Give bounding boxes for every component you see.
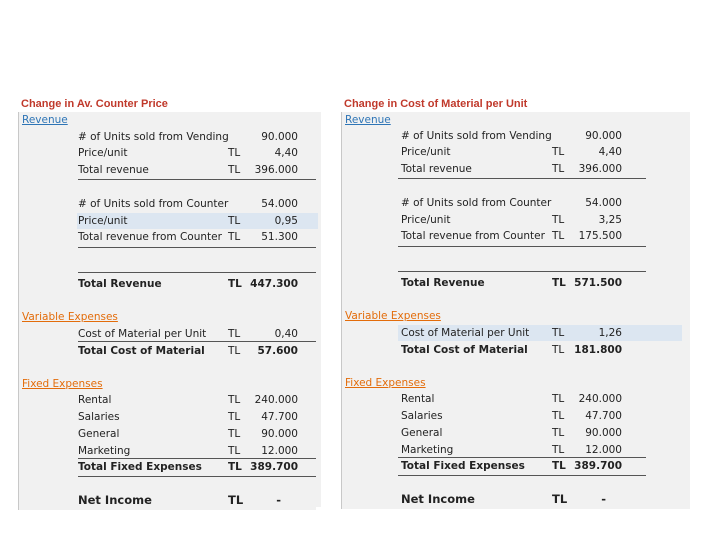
panel-title: Change in Cost of Material per Unit [344,98,528,110]
rental-row [19,392,321,408]
row-amount: 47.700 [261,411,298,423]
divider [78,476,316,477]
row-currency: TL [228,215,241,227]
net-income-row [342,491,690,507]
row-label: Salaries [401,410,443,422]
divider [78,272,316,273]
row-amount: 396.000 [254,164,298,176]
row-amount: 3,25 [598,214,622,226]
fixed-expenses-section-header: Fixed Expenses [345,377,426,389]
divider [398,178,646,179]
total-revenue-counter-row [342,228,690,244]
row-label: Marketing [401,444,454,456]
row-currency: TL [552,146,565,158]
fixed-expenses-section-header: Fixed Expenses [22,378,103,390]
marketing-row [342,442,690,458]
row-amount: 240.000 [578,393,622,405]
marketing-row [19,443,321,459]
divider [78,341,316,342]
row-amount: 90.000 [585,130,622,142]
divider [78,179,316,180]
income-statement-sheet [18,112,321,510]
row-amount: 389.700 [250,461,298,473]
row-label: General [78,428,120,440]
general-row [342,425,690,441]
revenue-section-header: Revenue [22,114,68,126]
revenue-section-header: Revenue [345,114,391,126]
row-currency: TL [228,278,242,290]
row-currency: TL [228,345,241,357]
row-currency: TL [228,147,241,159]
row-amount: 12.000 [585,444,622,456]
row-currency: TL [228,411,241,423]
total-fixed-expenses-row [342,458,690,474]
row-label: Total revenue from Counter [78,231,222,243]
row-amount: 90.000 [261,428,298,440]
row-amount: 57.600 [257,345,298,357]
row-amount: 175.500 [578,230,622,242]
row-amount: 90.000 [261,131,298,143]
row-currency: TL [228,394,241,406]
row-label: Total Cost of Material [78,345,205,357]
row-currency: TL [552,427,565,439]
row-label: Salaries [78,411,120,423]
total-cost-material-row [342,342,690,358]
row-amount: 12.000 [261,445,298,457]
row-label: Total Revenue [401,277,485,289]
row-currency: TL [552,492,568,506]
general-row [19,426,321,442]
row-currency: TL [228,231,241,243]
divider [398,475,646,476]
row-amount: 571.500 [574,277,622,289]
units-counter-row [342,195,690,211]
row-label: Total revenue [78,164,149,176]
row-amount: 447.300 [250,278,298,290]
row-label: Rental [401,393,435,405]
row-currency: TL [228,461,242,473]
price-unit-counter-row [342,212,690,228]
row-label: # of Units sold from Counter [401,197,552,209]
row-amount: 181.800 [574,344,622,356]
total-revenue-counter-row [19,229,321,245]
net-income-row [19,492,321,508]
divider [398,246,646,247]
row-label: Price/unit [78,215,128,227]
total-revenue-vending-row [19,162,321,178]
row-label: Total revenue [401,163,472,175]
sheet-corner [316,507,322,511]
units-counter-row [19,196,321,212]
row-amount: 396.000 [578,163,622,175]
row-amount: - [601,492,606,506]
row-label: Total revenue from Counter [401,230,545,242]
row-currency: TL [228,493,244,507]
row-currency: TL [228,428,241,440]
variable-expenses-section-header: Variable Expenses [345,310,441,322]
income-statement-sheet [341,112,690,509]
row-label: # of Units sold from Vending [401,130,552,142]
salaries-row [19,409,321,425]
units-vending-row [342,128,690,144]
salaries-row [342,408,690,424]
row-amount: 0,95 [274,215,298,227]
total-revenue-vending-row [342,161,690,177]
row-currency: TL [552,344,565,356]
scenario-panel-counter-price [18,97,321,510]
rental-row [342,391,690,407]
row-amount: 1,26 [598,327,622,339]
row-currency: TL [552,214,565,226]
row-label: General [401,427,443,439]
row-label: Price/unit [78,147,128,159]
variable-expenses-section-header: Variable Expenses [22,311,118,323]
row-amount: 54.000 [585,197,622,209]
units-vending-row [19,129,321,145]
row-label: Total Cost of Material [401,344,528,356]
total-fixed-expenses-row [19,459,321,475]
row-label: Total Fixed Expenses [401,460,525,472]
row-label: Net Income [401,492,475,506]
row-amount: 389.700 [574,460,622,472]
divider [78,247,316,248]
row-label: Rental [78,394,112,406]
row-label: Total Revenue [78,278,162,290]
row-label: Total Fixed Expenses [78,461,202,473]
row-currency: TL [552,230,565,242]
row-currency: TL [552,410,565,422]
row-label: Price/unit [401,146,451,158]
row-label: Net Income [78,493,152,507]
row-amount: 0,40 [274,328,298,340]
row-label: Marketing [78,445,131,457]
scenario-panel-material-cost [341,97,690,509]
cost-material-unit-row [19,326,321,342]
row-currency: TL [228,445,241,457]
price-unit-vending-row [342,144,690,160]
row-currency: TL [228,328,241,340]
row-currency: TL [552,460,566,472]
row-currency: TL [552,277,566,289]
row-amount: 240.000 [254,394,298,406]
row-amount: 4,40 [598,146,622,158]
row-currency: TL [552,393,565,405]
cost-material-unit-row-highlighted [398,325,682,341]
row-amount: 4,40 [274,147,298,159]
row-currency: TL [552,327,565,339]
total-cost-material-row [19,343,321,359]
row-label: Price/unit [401,214,451,226]
row-currency: TL [552,444,565,456]
row-currency: TL [552,163,565,175]
total-revenue-row [342,275,690,291]
price-unit-counter-row-highlighted [77,213,318,229]
row-label: # of Units sold from Counter [78,198,229,210]
row-amount: 90.000 [585,427,622,439]
panel-title: Change in Av. Counter Price [21,98,168,110]
total-revenue-row [19,276,321,292]
row-amount: 47.700 [585,410,622,422]
row-label: Cost of Material per Unit [78,328,207,340]
divider [398,271,646,272]
row-label: # of Units sold from Vending [78,131,229,143]
row-currency: TL [228,164,241,176]
row-amount: 51.300 [261,231,298,243]
price-unit-vending-row [19,145,321,161]
row-label: Cost of Material per Unit [401,327,530,339]
row-amount: - [276,493,281,507]
row-amount: 54.000 [261,198,298,210]
